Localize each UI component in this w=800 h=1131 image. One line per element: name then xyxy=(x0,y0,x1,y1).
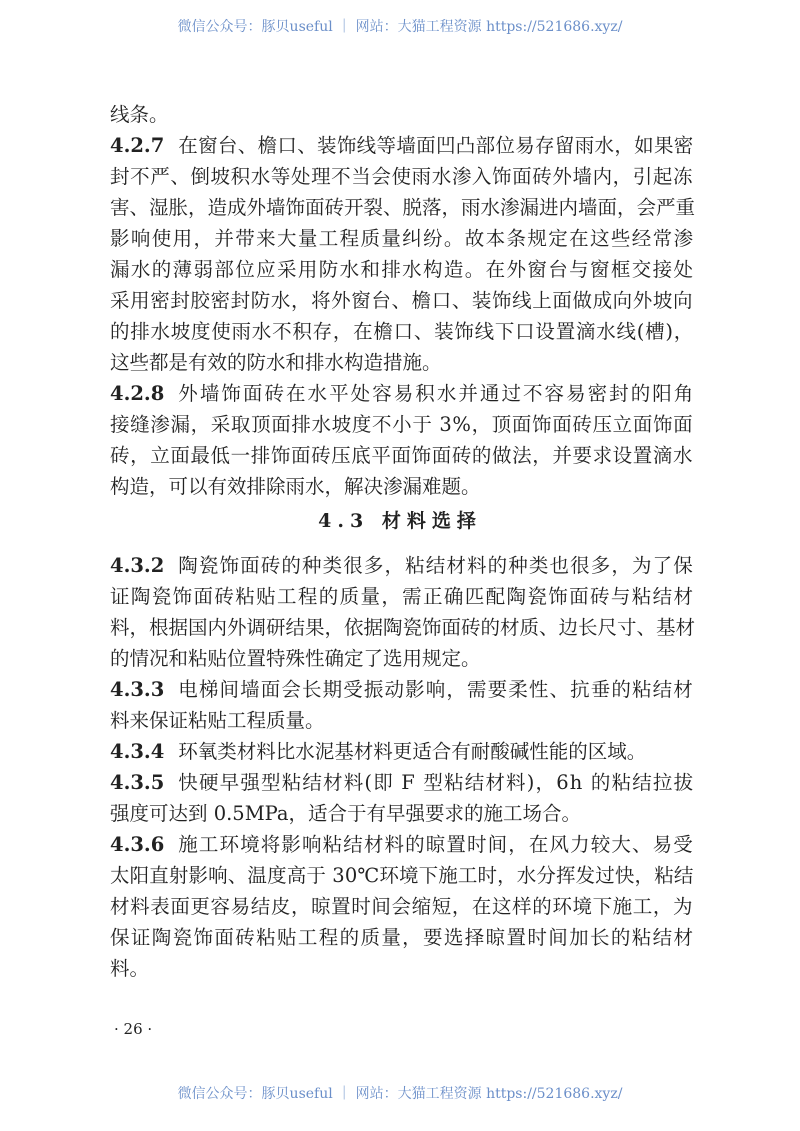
text-line xyxy=(110,258,693,282)
text-line xyxy=(110,957,693,981)
text-line xyxy=(110,475,693,499)
text-line xyxy=(110,554,693,578)
clause-number: 4.3.3 xyxy=(110,678,165,701)
line-text: 保证陶瓷饰面砖粘贴工程的质量，要选择晾置时间加长的粘结材 xyxy=(110,926,695,949)
text-line xyxy=(110,802,693,826)
text-line xyxy=(110,833,693,857)
text-line xyxy=(110,103,693,127)
line-text: 漏水的薄弱部位应采用防水和排水构造。在外窗台与窗框交接处 xyxy=(110,258,695,281)
text-line xyxy=(110,196,696,220)
line-text: 料，根据国内外调研结果，依据陶瓷饰面砖的材质、边长尺寸、基材 xyxy=(110,616,696,639)
clause-number: 4.3.5 xyxy=(110,771,165,794)
line-text: 砖，立面最低一排饰面砖压底平面饰面砖的做法，并要求设置滴水 xyxy=(110,444,694,467)
line-text: 料来保证粘贴工程质量。 xyxy=(110,709,325,732)
line-text: 强度可达到 0.5MPa，适合于有早强要求的施工场合。 xyxy=(110,802,582,825)
section-heading: 4.3 材料选择 xyxy=(318,510,482,532)
text-line xyxy=(110,289,693,313)
line-text: 封不严、倒坡积水等处理不当会使雨水渗入饰面砖外墙内，引起冻 xyxy=(110,165,694,188)
text-line xyxy=(110,320,693,344)
clause-number: 4.3.4 xyxy=(110,740,165,763)
clause-number: 4.3.2 xyxy=(110,554,165,577)
line-text: 害、湿胀，造成外墙饰面砖开裂、脱落，雨水渗漏进内墙面，会严重 xyxy=(110,196,696,219)
line-text: 环氧类材料比水泥基材料更适合有耐酸碱性能的区域。 xyxy=(178,740,647,763)
footer-watermark: 微信公众号：豚贝useful ｜ 网站：大猫工程资源 https://521686.xyz/ xyxy=(177,1086,623,1102)
text-line xyxy=(110,864,693,888)
text-line xyxy=(110,771,693,795)
text-line xyxy=(110,227,693,251)
clause-number: 4.2.7 xyxy=(110,134,165,157)
line-text: 外墙饰面砖在水平处容易积水并通过不容易密封的阳角 xyxy=(178,382,696,405)
text-line xyxy=(110,740,693,764)
text-line xyxy=(110,709,693,733)
line-text: 构造，可以有效排除雨水，解决渗漏难题。 xyxy=(110,475,481,498)
text-line xyxy=(110,678,693,702)
line-text: 陶瓷饰面砖的种类很多，粘结材料的种类也很多，为了保 xyxy=(178,554,694,577)
clause-number: 4.2.8 xyxy=(110,382,165,405)
clause-number: 4.3.6 xyxy=(110,833,165,856)
line-text: 的情况和粘贴位置特殊性确定了选用规定。 xyxy=(110,647,481,670)
text-line xyxy=(110,616,696,640)
text-line xyxy=(110,926,693,950)
line-text: 快硬早强型粘结材料(即 F 型粘结材料)，6h 的粘结拉拔 xyxy=(178,771,695,794)
line-text: 施工环境将影响粘结材料的晾置时间，在风力较大、易受 xyxy=(178,833,694,856)
line-text: 的排水坡度使雨水不积存，在檐口、装饰线下口设置滴水线(槽)， xyxy=(110,320,694,343)
text-line xyxy=(110,895,693,919)
header-watermark: 微信公众号：豚贝useful ｜ 网站：大猫工程资源 https://521686.xyz/ xyxy=(177,19,623,35)
text-line xyxy=(110,413,693,437)
line-text: 线条。 xyxy=(110,103,169,126)
line-text: 材料表面更容易结皮，晾置时间会缩短，在这样的环境下施工，为 xyxy=(110,895,694,918)
text-line xyxy=(110,134,693,158)
text-line xyxy=(110,382,696,406)
line-text: 这些都是有效的防水和排水构造措施。 xyxy=(110,351,442,374)
text-line xyxy=(110,351,693,375)
text-line xyxy=(110,444,693,468)
page-number: · 26 · xyxy=(114,1020,153,1038)
line-text: 影响使用，并带来大量工程质量纠纷。故本条规定在这些经常渗 xyxy=(110,227,695,250)
line-text: 电梯间墙面会长期受振动影响，需要柔性、抗垂的粘结材 xyxy=(178,678,694,701)
line-text: 接缝渗漏，采取顶面排水坡度不小于 3%，顶面饰面砖压立面饰面 xyxy=(110,413,694,436)
line-text: 在窗台、檐口、装饰线等墙面凹凸部位易存留雨水，如果密 xyxy=(178,134,694,157)
text-line xyxy=(110,647,693,671)
line-text: 采用密封胶密封防水，将外窗台、檐口、装饰线上面做成向外坡向 xyxy=(110,289,694,312)
text-line xyxy=(110,165,693,189)
line-text: 证陶瓷饰面砖粘贴工程的质量，需正确匹配陶瓷饰面砖与粘结材 xyxy=(110,585,695,608)
line-text: 料。 xyxy=(110,957,150,980)
line-text: 太阳直射影响、温度高于 30℃环境下施工时，水分挥发过快，粘结 xyxy=(110,864,694,887)
text-line xyxy=(110,585,693,609)
